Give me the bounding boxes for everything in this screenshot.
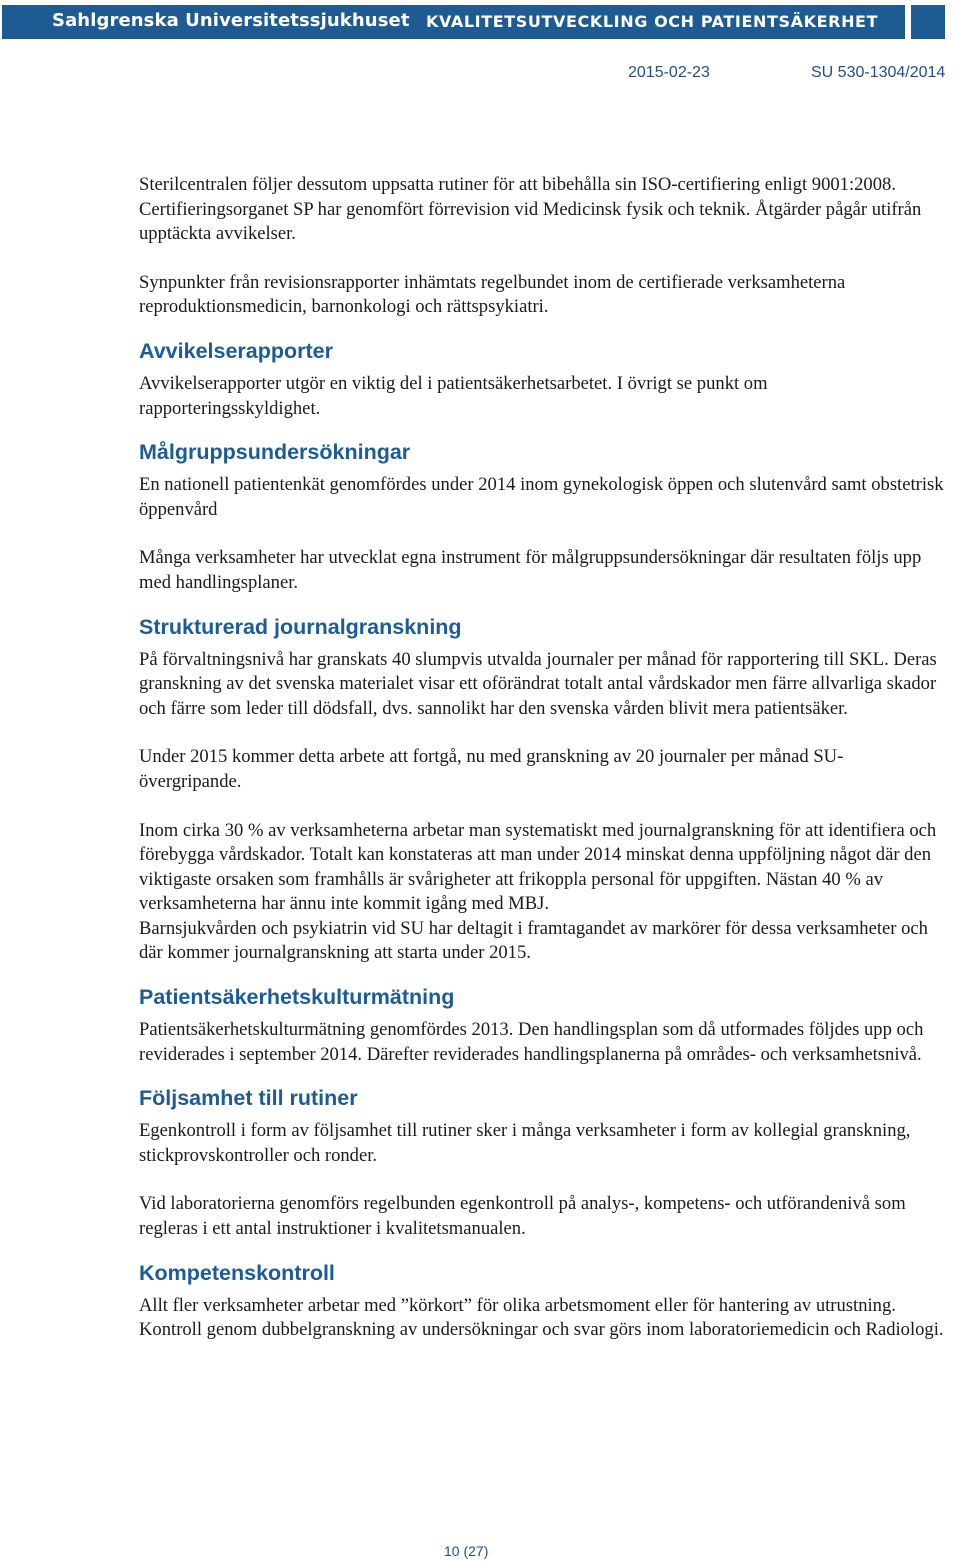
section-paragraph: Vid laboratorierna genomförs regelbunden egenkontroll på analys-, kompetens- och utförandenivå som regleras i ett antal instruktioner i kvalitetsmanualen. [139, 1193, 906, 1240]
organization-name: Sahlgrenska Universitetssjukhuset [52, 10, 410, 31]
section-paragraph: Egenkontroll i form av följsamhet till rutiner sker i många verksamheter i form av kollegial granskning, stickprovskontroller och ronder. [139, 1120, 911, 1166]
section-paragraph: Allt fler verksamheter arbetar med ”körkort” för olika arbetsmoment eller för hantering av utrustning. Kontroll genom dubbelgranskning av undersökningar och svar görs inom laboratoriemedicin och Radiologi. [139, 1294, 944, 1341]
section-heading: Strukturerad journalgranskning [139, 614, 462, 639]
section-paragraph: På förvaltningsnivå har granskats 40 slumpvis utvalda journaler per månad för rapportering till SKL. Deras granskning av det svenska materialet visar ett oförändrat totalt antal vårdskador men färre allvarliga skador och färre som leder till dödsfall, dvs. sannolikt har den svenska vården blivit mera patientsäker. [139, 648, 937, 719]
page-number: 10 (27) [444, 1543, 489, 1559]
section-paragraph: Under 2015 kommer detta arbete att fortgå, nu med granskning av 20 journaler per månad SU-övergripande. [139, 746, 844, 792]
section-heading: Avvikelserapporter [139, 338, 333, 363]
intro-paragraph: Synpunkter från revisionsrapporter inhämtats regelbundet inom de certifierade verksamheterna reproduktionsmedicin, barnonkologi och rättspsykiatri. [139, 271, 846, 318]
section-paragraph: Barnsjukvården och psykiatrin vid SU har deltagit i framtagandet av markörer för dessa verksamheter och där kommer journalgranskning att starta under 2015. [139, 917, 928, 964]
document-reference: SU 530-1304/2014 [811, 64, 946, 81]
section-heading: Följsamhet till rutiner [139, 1086, 358, 1111]
section-heading: Kompetenskontroll [139, 1260, 335, 1285]
document-body [139, 173, 944, 1343]
section-paragraph: Avvikelserapporter utgör en viktig del i patientsäkerhetsarbetet. I övrigt se punkt om rapporteringsskyldighet. [139, 372, 768, 419]
section-paragraph: Många verksamheter har utvecklat egna instrument för målgruppsundersökningar där resultaten följs upp med handlingsplaner. [139, 547, 922, 593]
section-paragraph: En nationell patientenkät genomfördes under 2014 inom gynekologisk öppen och slutenvård samt obstetrisk öppenvård [139, 474, 944, 520]
header-bar [2, 5, 905, 39]
header-square-block [911, 5, 945, 39]
section-heading: Målgruppsundersökningar [139, 440, 411, 465]
section-paragraph: Patientsäkerhetskulturmätning genomfördes 2013. Den handlingsplan som då utformades följdes upp och reviderades i september 2014. Därefter reviderades handlingsplanerna på områdes- och verksamhetsnivå. [139, 1019, 924, 1065]
department-name: KVALITETSUTVECKLING OCH PATIENTSÄKERHET [426, 12, 879, 31]
section-heading: Patientsäkerhetskulturmätning [139, 985, 455, 1010]
intro-paragraph: Sterilcentralen följer dessutom uppsatta rutiner för att bibehålla sin ISO-certifiering enligt 9001:2008. Certifieringsorganet SP har genomfört förrevision vid Medicinsk fysik och teknik. Åtgärder pågår utifrån upptäckta avvikelser. [139, 174, 922, 245]
document-date: 2015-02-23 [628, 64, 710, 81]
section-paragraph: Inom cirka 30 % av verksamheterna arbetar man systematiskt med journalgranskning för att identifiera och förebygga vårdskador. Totalt kan konstateras att man under 2014 minskat denna uppföljning något där den viktigaste orsaken som framhålls är svårigheter att frikoppla personal för uppgiften. Nästan 40 % av verksamheterna har ännu inte kommit igång med MBJ. [139, 819, 937, 915]
